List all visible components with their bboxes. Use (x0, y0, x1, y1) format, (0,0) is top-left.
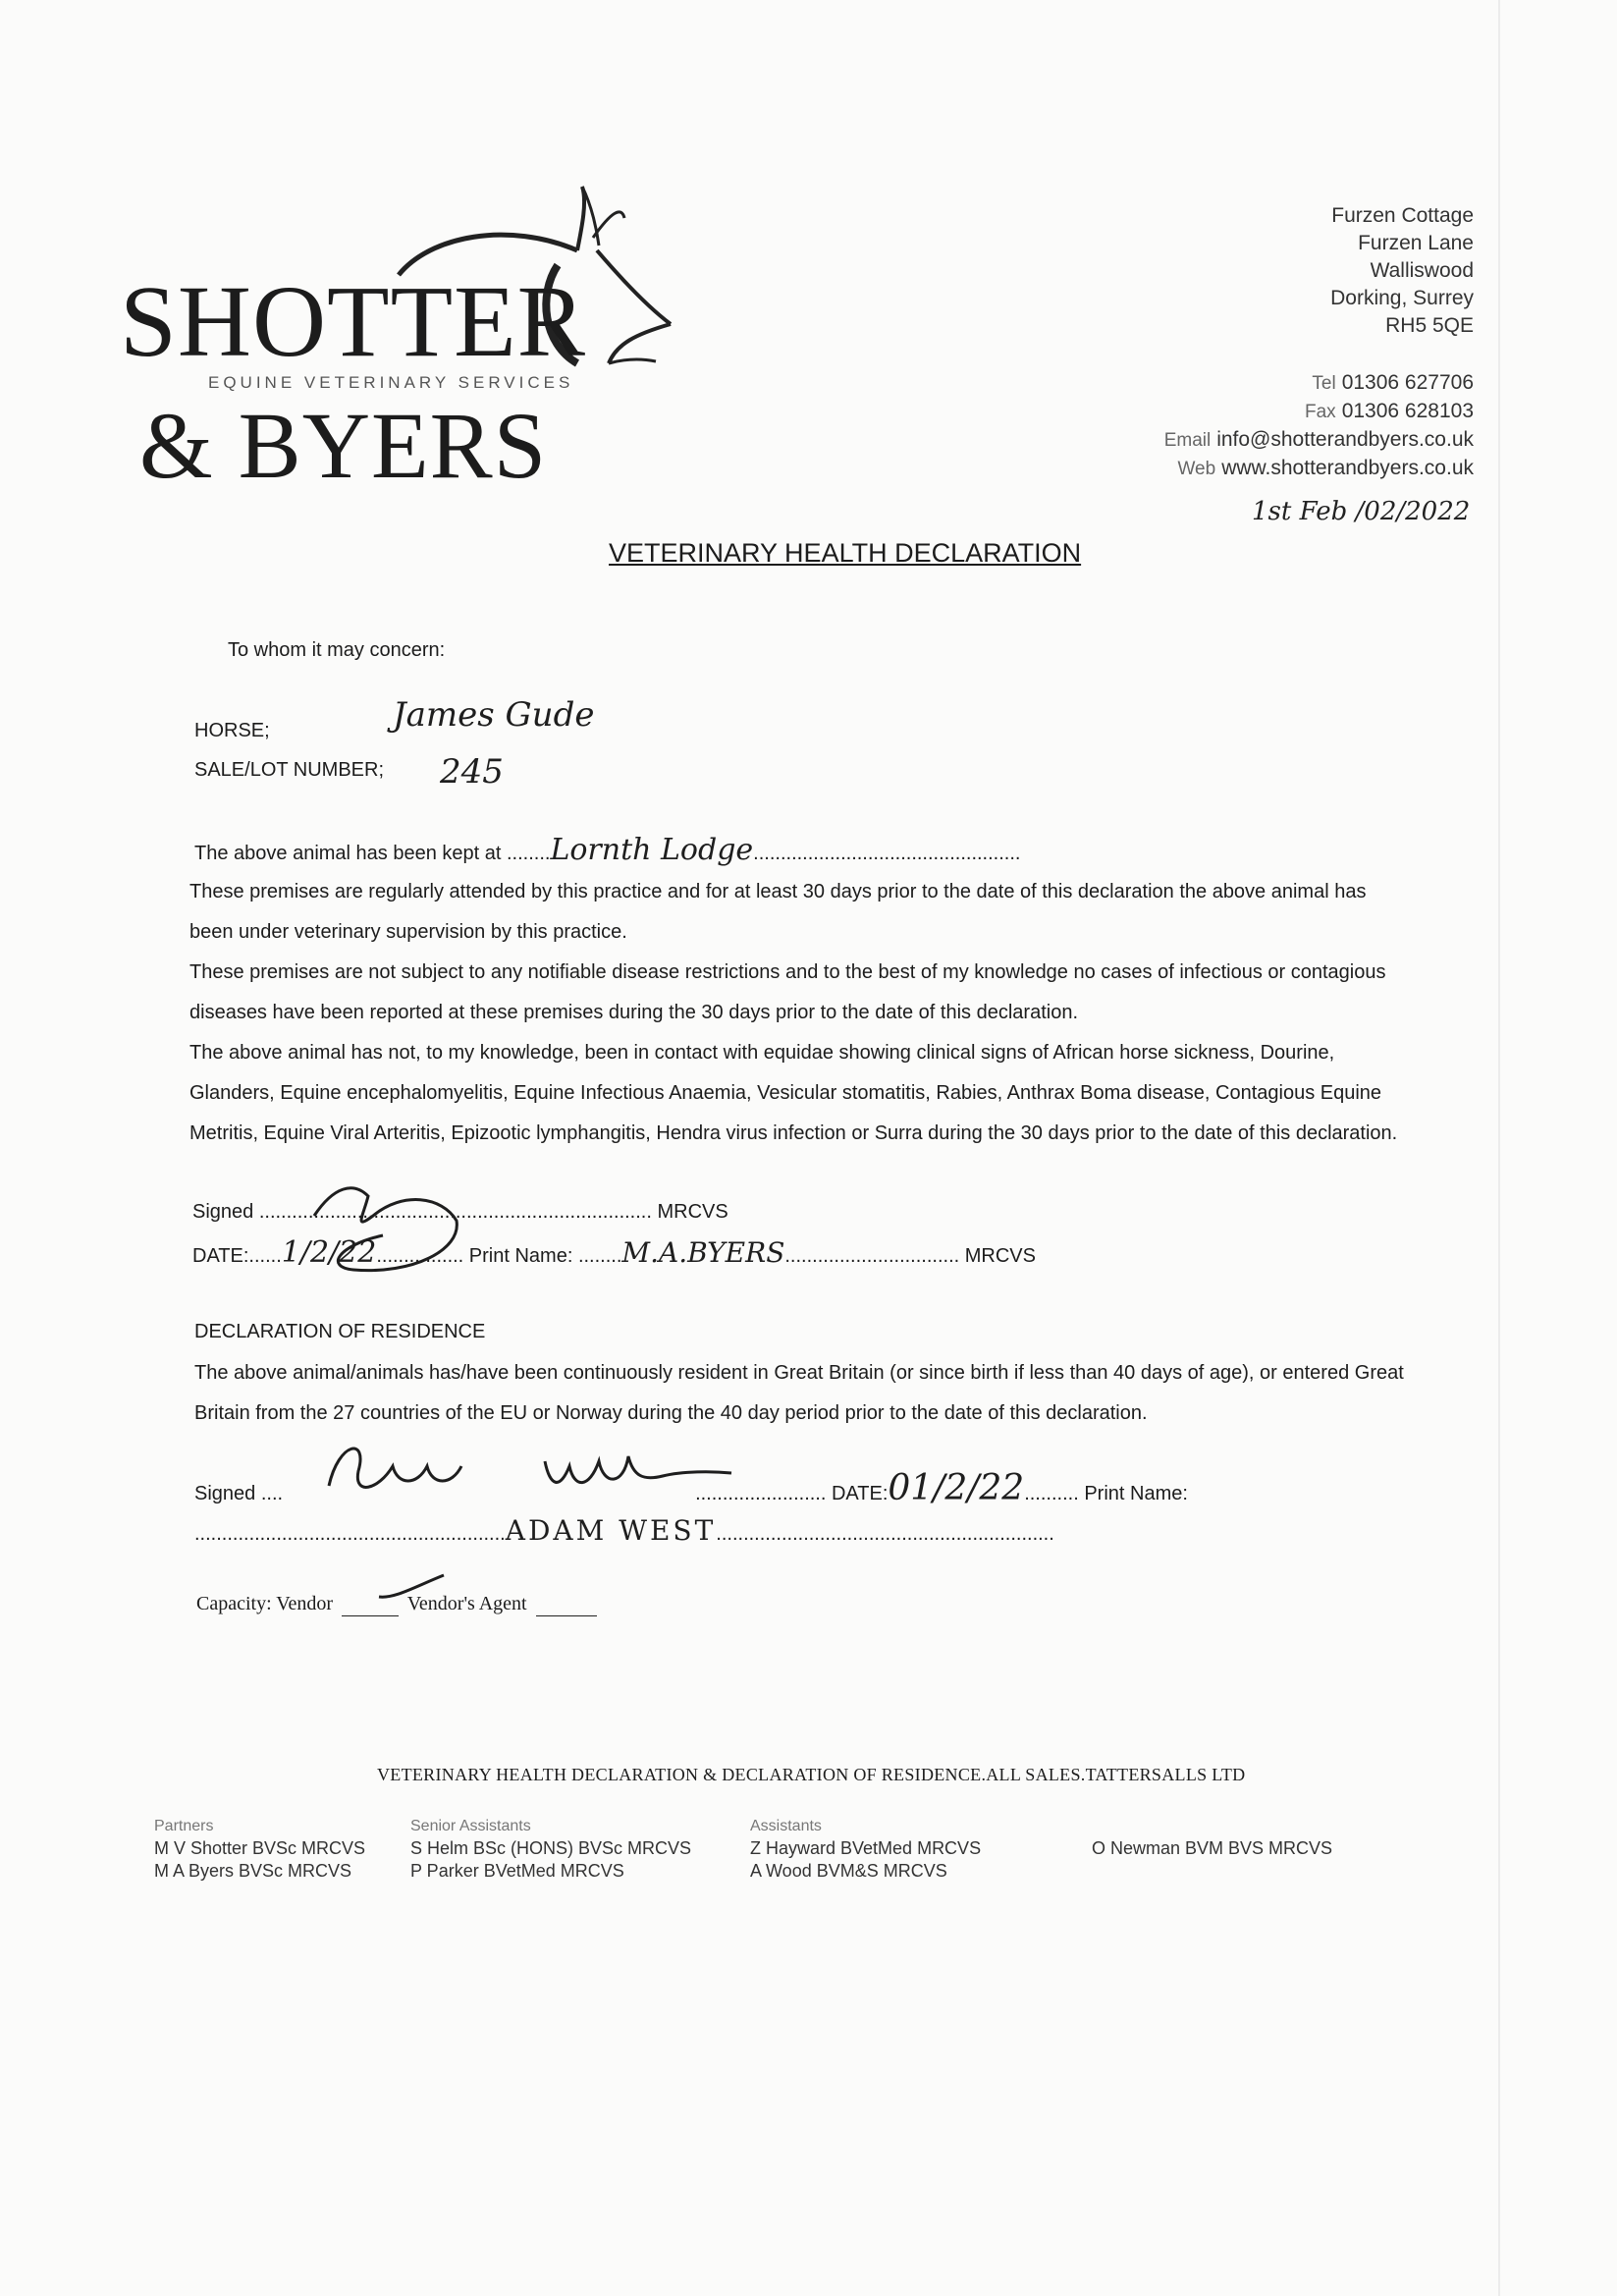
vet-print-label: Print Name: ........ (468, 1245, 622, 1267)
vet-date-dots: ................ (376, 1245, 464, 1267)
residence-date-dots: .......... (1024, 1483, 1079, 1504)
fax-label: Fax (1305, 402, 1336, 422)
assistant-name: Z Hayward BVetMed MRCVS (750, 1838, 982, 1858)
horse-label: HORSE; (194, 720, 270, 741)
lot-label: SALE/LOT NUMBER; (194, 759, 385, 781)
kept-value: Lornth Lodge (550, 833, 754, 867)
email-label: Email (1163, 430, 1212, 451)
tel-label: Tel (1312, 373, 1336, 394)
paragraph-line: The above animal has not, to my knowledge, been in contact with equidae showing clinical signs of African horse sickness, Dourine, (189, 1042, 1335, 1064)
residence-name-dots-right: .............................................................. (716, 1523, 1054, 1545)
kept-prefix: The above animal has been kept at ........ (194, 843, 551, 864)
partners-column (154, 1815, 365, 1883)
logo-byers: & BYERS (139, 393, 548, 498)
email-value: info@shotterandbyers.co.uk (1216, 428, 1474, 451)
residence-signature (299, 1432, 751, 1510)
assistants-column (750, 1815, 981, 1883)
vet-print-dots: ................................ (784, 1245, 960, 1267)
handwritten-date: 1st Feb /02/2022 (1252, 497, 1471, 526)
kept-suffix: ................................................. (753, 843, 1021, 864)
fax-row (1164, 398, 1474, 426)
residence-date-value: 01/2/22 (888, 1468, 1025, 1508)
residence-date-label: DATE: (831, 1483, 889, 1504)
vet-signed-line: Signed ........................................................................ MRCVS (192, 1201, 728, 1223)
residence-print-label: Print Name: (1084, 1483, 1188, 1504)
contact-details (1164, 369, 1474, 483)
paragraph-line: These premises are not subject to any notifiable disease restrictions and to the best of my knowledge no cases of infectious or contagious (189, 961, 1386, 983)
capacity-label: Capacity: Vendor (196, 1593, 334, 1614)
vet-mrcvs: MRCVS (964, 1245, 1036, 1267)
residence-name-dots-left: ......................................................... (194, 1523, 506, 1545)
tel-row (1164, 369, 1474, 398)
address-line: Walliswood (1370, 259, 1474, 282)
residence-line: Britain from the 27 countries of the EU or Norway during the 40 day period prior to the date of this declaration. (194, 1402, 1148, 1424)
residence-text (194, 1353, 1404, 1434)
address-line: Dorking, Surrey (1330, 287, 1474, 309)
kept-at-line (194, 833, 1021, 867)
tel-value: 01306 627706 (1341, 371, 1474, 394)
vet-date-row (192, 1235, 1036, 1270)
declaration-paragraphs (189, 872, 1397, 1154)
vet-print-value: M.A.BYERS (621, 1236, 785, 1269)
agent-label: Vendor's Agent (406, 1593, 527, 1614)
address-line: RH5 5QE (1385, 314, 1474, 337)
partners-heading: Partners (154, 1818, 214, 1834)
lot-value: 245 (440, 752, 504, 792)
residence-signed-dots: ........................ (695, 1483, 827, 1504)
page-title: VETERINARY HEALTH DECLARATION (609, 538, 1082, 568)
paragraph-line: Glanders, Equine encephalomyelitis, Equine Infectious Anaemia, Vesicular stomatitis, Rabies, Anthrax Boma disease, Contagious Equine (189, 1082, 1382, 1104)
partner-name: M A Byers BVSc MRCVS (154, 1861, 352, 1881)
senior-assistants-column (410, 1815, 691, 1883)
paragraph-line: Metritis, Equine Viral Arteritis, Epizootic lymphangitis, Hendra virus infection or Surra during the 30 days prior to the date of this declaration. (189, 1122, 1398, 1144)
vet-date-label: DATE:...... (192, 1245, 282, 1267)
footer-title: VETERINARY HEALTH DECLARATION & DECLARATION OF RESIDENCE.ALL SALES.TATTERSALLS LTD (377, 1765, 1246, 1784)
web-value: www.shotterandbyers.co.uk (1221, 457, 1474, 479)
page-edge-shadow (1498, 0, 1500, 2296)
senior-assistants-heading: Senior Assistants (410, 1818, 531, 1834)
partner-name: M V Shotter BVSc MRCVS (154, 1838, 366, 1858)
email-row (1164, 426, 1474, 455)
salutation: To whom it may concern: (228, 639, 446, 661)
web-label: Web (1177, 459, 1216, 479)
senior-assistant-name: S Helm BSc (HONS) BVSc MRCVS (410, 1838, 692, 1858)
residence-name-value: ADAM WEST (505, 1514, 717, 1547)
address-line: Furzen Lane (1358, 232, 1474, 254)
address-line: Furzen Cottage (1331, 204, 1474, 227)
assistants-heading: Assistants (750, 1818, 822, 1834)
paragraph-line: These premises are regularly attended by this practice and for at least 30 days prior to the date of this declaration the above animal has (189, 881, 1367, 902)
paragraph-line: been under veterinary supervision by this practice. (189, 921, 627, 943)
horse-value: James Gude (393, 695, 595, 735)
fax-value: 01306 628103 (1341, 400, 1474, 422)
other-staff: O Newman BVM BVS MRCVS (1092, 1838, 1333, 1858)
residence-signed-label: Signed .... (194, 1483, 284, 1504)
contact-address (1330, 202, 1474, 340)
residence-name-row (194, 1514, 1054, 1548)
paragraph-line: diseases have been reported at these premises during the 30 days prior to the date of this declaration. (189, 1002, 1078, 1023)
assistant-name: A Wood BVM&S MRCVS (750, 1861, 947, 1881)
residence-heading: DECLARATION OF RESIDENCE (194, 1321, 486, 1342)
agent-blank (536, 1593, 597, 1616)
vendor-tick-mark (375, 1569, 454, 1609)
web-row (1164, 455, 1474, 483)
vet-date-value: 1/2/22 (281, 1235, 377, 1270)
logo-subtitle: EQUINE VETERINARY SERVICES (208, 373, 574, 392)
residence-line: The above animal/animals has/have been continuously resident in Great Britain (or since birth if less than 40 days of age), or entered Great (194, 1362, 1404, 1384)
senior-assistant-name: P Parker BVetMed MRCVS (410, 1861, 624, 1881)
logo-shotter: SHOTTER (120, 265, 586, 378)
